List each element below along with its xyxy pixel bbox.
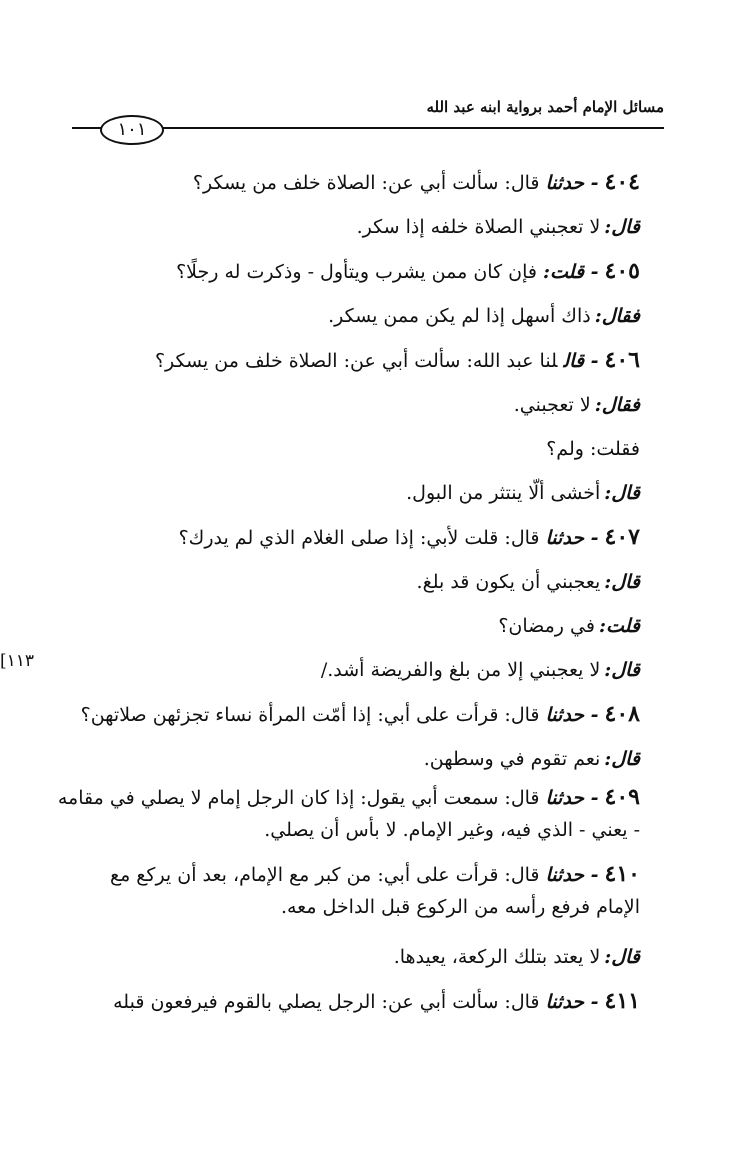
speaker-label: فقال: (594, 305, 640, 327)
entry-lead: - حدثنا (545, 704, 599, 726)
speaker-label: فقال: (594, 394, 640, 416)
entry-text: قال: سمعت أبي يقول: إذا كان الرجل إمام لا يصلي في مقامه (57, 787, 540, 809)
answer-line (72, 935, 640, 979)
speaker-label: قال: (604, 571, 640, 593)
answer-line (72, 471, 640, 515)
entry-text: فإن كان ممن يشرب ويتأول - وذكرت له رجلًا؟ (176, 261, 537, 283)
entry-continuation: - يعني - الذي فيه، وغير الإمام. لا بأس أن يصلي. (264, 819, 640, 841)
entry-408 (72, 692, 640, 737)
speaker-label: قال: (604, 482, 640, 504)
entry-409 (57, 781, 640, 846)
answer-text: لا تعجبني. (513, 394, 591, 416)
entry-411 (72, 979, 640, 1024)
answer-line (72, 648, 640, 692)
entry-text: قال: سألت أبي عن: الصلاة خلف من يسكر؟ (192, 172, 540, 194)
page-number: ١٠١ (100, 115, 164, 145)
answer-text: لا يعجبني إلا من بلغ والفريضة أشد./ (320, 659, 601, 681)
body-text (57, 160, 640, 1024)
entry-text: لنا عبد الله: سألت أبي عن: الصلاة خلف من يسكر؟ (154, 350, 558, 372)
entry-407 (72, 515, 640, 560)
entry-406 (72, 338, 640, 383)
speaker-label: قلت: (598, 615, 640, 637)
entry-lead: - قلت: (543, 261, 599, 283)
question-text: في رمضان؟ (498, 615, 595, 637)
answer-text: لا تعجبني الصلاة خلفه إذا سكر. (356, 216, 601, 238)
answer-line (72, 737, 640, 781)
entry-lead: - حدثنا (545, 172, 599, 194)
entry-number: ٤٠٦ (604, 347, 640, 373)
entry-lead: - قال (563, 350, 599, 372)
entry-410 (72, 858, 640, 923)
speaker-label: قال: (604, 748, 640, 770)
entry-text: قال: سألت أبي عن: الرجل يصلي بالقوم فيرفعون قبله (113, 991, 540, 1013)
answer-line (72, 205, 640, 249)
answer-text: ذاك أسهل إذا لم يكن ممن يسكر. (328, 305, 591, 327)
answer-line (72, 294, 640, 338)
speaker-label: قال: (604, 216, 640, 238)
margin-page-reference: ١١٣] (0, 651, 35, 671)
entry-405 (72, 249, 640, 294)
entry-lead: - حدثنا (545, 527, 599, 549)
question-line (72, 427, 640, 471)
entry-text: قال: قرأت على أبي: من كبر مع الإمام، بعد أن يركع مع (109, 864, 540, 886)
entry-number: ٤٠٥ (604, 258, 640, 284)
answer-text: أخشى ألّا ينتثر من البول. (406, 482, 601, 504)
entry-lead: - حدثنا (545, 864, 599, 886)
answer-line (72, 560, 640, 604)
speaker-label: قال: (604, 946, 640, 968)
entry-404 (72, 160, 640, 205)
entry-continuation: الإمام فرفع رأسه من الركوع قبل الداخل معه. (280, 896, 640, 918)
speaker-label: قال: (604, 659, 640, 681)
entry-text: قال: قلت لأبي: إذا صلى الغلام الذي لم يدرك؟ (178, 527, 540, 549)
entry-number: ٤١١ (604, 988, 640, 1014)
entry-number: ٤٠٤ (604, 169, 640, 195)
entry-number: ٤١٠ (604, 861, 640, 887)
entry-text: قال: قرأت على أبي: إذا أمّت المرأة نساء تجزئهن صلاتهن؟ (80, 704, 540, 726)
entry-lead: - حدثنا (545, 991, 599, 1013)
answer-text: يعجبني أن يكون قد بلغ. (416, 571, 601, 593)
entry-number: ٤٠٨ (604, 701, 640, 727)
entry-lead: - حدثنا (545, 787, 599, 809)
answer-line (72, 383, 640, 427)
entry-number: ٤٠٩ (604, 784, 640, 810)
entry-number: ٤٠٧ (604, 524, 640, 550)
answer-text: نعم تقوم في وسطهن. (423, 748, 601, 770)
running-head-title: مسائل الإمام أحمد برواية ابنه عبد الله (426, 98, 664, 116)
answer-text: لا يعتد بتلك الركعة، يعيدها. (393, 946, 601, 968)
question-line (72, 604, 640, 648)
question-text: فقلت: ولم؟ (546, 438, 640, 460)
